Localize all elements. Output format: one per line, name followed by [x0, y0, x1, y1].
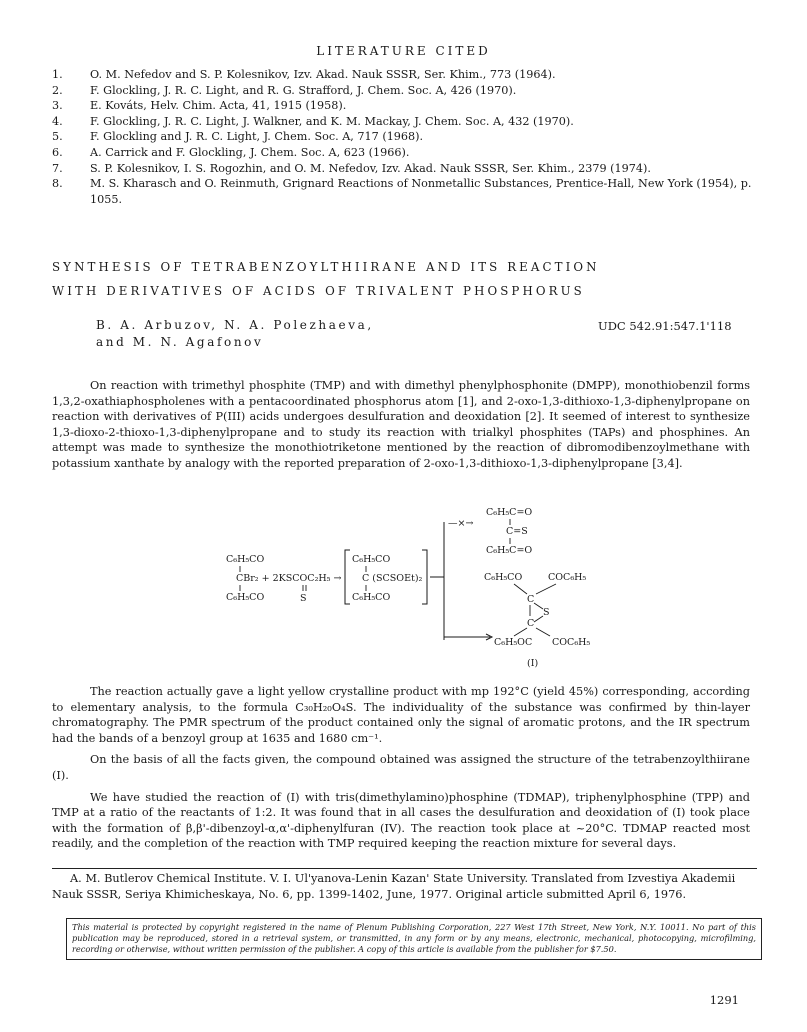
body-paragraph: The reaction actually gave a light yellow crystalline product with mp 192°C (yield 45%) corresponding, according to elementary analysis, to the formula C₃₀H₂₀O₄S. The individuality of the substance was confirmed by thin-layer chromatography. The PMR spectrum of the product contained only the signal of aromatic protons, and the IR spectrum had the bands of a benzoyl group at 1635 and 1680 cm⁻¹. [52, 685, 750, 745]
scheme-text: S [300, 593, 307, 604]
scheme-text: CBr₂ + 2KSCOC₂H₅ → [236, 573, 342, 584]
authors: B. A. Arbuzov, N. A. Polezhaeva, and M. N. Agafonov [96, 318, 374, 349]
body-paragraph: On the basis of all the facts given, the compound obtained was assigned the structure of the tetrabenzoylthiirane (I). [52, 753, 750, 782]
literature-cited-heading: LITERATURE CITED [316, 44, 491, 58]
scheme-text: C₆H₅CO [226, 592, 265, 603]
reference-item: 8. M. S. Kharasch and O. Reinmuth, Grignard Reactions of Nonmetallic Substances, Prentice-Hall, New York (1954), p. 1055. [52, 177, 752, 206]
scheme-text: C₆H₅CO [226, 554, 265, 565]
scheme-text: COC₆H₅ [548, 572, 587, 583]
scheme-text: C₆H₅OC [494, 637, 533, 648]
body-paragraph: We have studied the reaction of (I) with tris(dimethylamino)phosphine (TDMAP), triphenylphosphine (TPP) and TMP at a ratio of the reactants of 1:2. It was found that in all cases the desulfuration and deoxidation of (I) took place with the formation of β,β'-dibenzoyl-α,α'-diphenylfuran (IV). The reaction took place at ~20°C. TDMAP reacted most readily, and the completion of the reaction with TMP required keeping the reaction mixture for several days. [52, 790, 750, 851]
udc-code: UDC 542.91:547.1'118 [598, 319, 732, 333]
body-paragraphs [52, 684, 750, 852]
reference-item: 6. A. Carrick and F. Glockling, J. Chem. Soc. A, 623 (1966). [52, 145, 410, 159]
scheme-text: C=S [506, 526, 528, 537]
scheme-text: C₆H₅C=O [486, 545, 533, 556]
compound-label: (I) [527, 658, 539, 669]
scheme-text: C [527, 594, 535, 605]
reference-item: 2. F. Glockling, J. R. C. Light, and R. G. Strafford, J. Chem. Soc. A, 426 (1970). [52, 83, 517, 97]
reference-item: 4. F. Glockling, J. R. C. Light, J. Walkner, and K. M. Mackay, J. Chem. Soc. A, 432 (1970). [52, 114, 574, 128]
reference-item: 5. F. Glockling and J. R. C. Light, J. Chem. Soc. A, 717 (1968). [52, 130, 424, 144]
scheme-text: C [527, 618, 535, 629]
reference-list [52, 67, 752, 207]
scheme-text: C₆H₅CO [352, 592, 391, 603]
reference-item: 7. S. P. Kolesnikov, I. S. Rogozhin, and O. M. Nefedov, Izv. Akad. Nauk SSSR, Ser. Khim., 2379 (1974). [52, 161, 651, 175]
scheme-text: C (SCSOEt)₂ [362, 573, 423, 584]
affiliation-note: A. M. Butlerov Chemical Institute. V. I. Ul'yanova-Lenin Kazan' State University. Translated from Izvestiya Akademii Nauk SSSR, Seriya Khimicheskaya, No. 6, pp. 1399-1402, June, 1977. Original article submitted April 6, 1976. [52, 872, 736, 901]
article-title-line-2: WITH DERIVATIVES OF ACIDS OF TRIVALENT PHOSPHORUS [52, 284, 585, 298]
reference-item: 1. O. M. Nefedov and S. P. Kolesnikov, Izv. Akad. Nauk SSSR, Ser. Khim., 773 (1964). [52, 68, 556, 81]
footer-rule [52, 868, 757, 869]
page-number: 1291 [709, 993, 739, 1007]
scheme-text: —×→ [448, 518, 474, 529]
scheme-text: S [543, 607, 550, 618]
scheme-text: C₆H₅CO [484, 572, 523, 583]
body-paragraph: On reaction with trimethyl phosphite (TMP) and with dimethyl phenylphosphonite (DMPP), monothiobenzil forms 1,3,2-oxathiaphospholenes with a pentacoordinated phosphorus atom [1], and 2-oxo-1,3-dithioxo-1,3-diphenylpropane on reaction with derivatives of P(III) acids undergoes desulfuration and deoxidation [2]. It seemed of interest to synthesize 1,3-dioxo-2-thioxo-1,3-diphenylpropane and to study its reaction with trialkyl phosphites (TAPs) and phosphines. An attempt was made to synthesize the monothiotriketone mentioned by the reaction of dibromodibenzoylmethane with potassium xanthate by analogy with the reported preparation of 2-oxo-1,3-dithioxo-1,3-diphenylpropane [3,4]. [52, 379, 750, 470]
scheme-text: COC₆H₅ [552, 637, 591, 648]
reaction-scheme [200, 500, 760, 672]
scheme-text: C₆H₅CO [352, 554, 391, 565]
article-title-line-1: SYNTHESIS OF TETRABENZOYLTHIIRANE AND ITS REACTION [52, 260, 600, 274]
scheme-text: C₆H₅C=O [486, 507, 533, 518]
reference-item: 3. E. Kováts, Helv. Chim. Acta, 41, 1915 (1958). [52, 99, 347, 113]
copyright-notice: This material is protected by copyright registered in the name of Plenum Publishing Corporation, 227 West 17th Street, New York, N.Y. 10011. No part of this publication may be reproduced, stored in a retrieval system, or transmitted, in any form or by any means, electronic, mechanical, photocopying, microfilming, recording or otherwise, without written permission of the publisher. A copy of this article is available from the publisher for $7.50. [66, 918, 762, 960]
